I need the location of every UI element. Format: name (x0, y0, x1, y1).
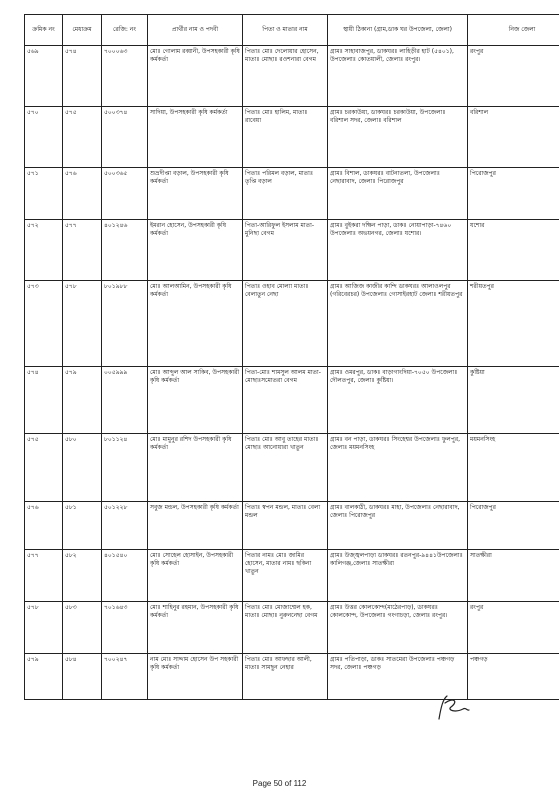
row-name: মোঃ আলআমিন, উপসহকারী কৃষি কর্মকর্তা (148, 281, 243, 367)
row-parents: পিতাঃ ওহাব মোল্যা মাতাঃ বেলাতুন নেছা (243, 281, 328, 367)
row-merit: ৫৮৩ (63, 602, 102, 654)
row-parents: পিতাঃ মোঃ আফছার আলী, মাতাঃ সামছুন নেহার (243, 654, 328, 700)
table-row (25, 281, 559, 367)
row-serial: ৫৭৪ (25, 367, 63, 434)
row-district: পিরোজপুর (468, 168, 559, 220)
table-row (25, 168, 559, 220)
row-merit: ৫৮৪ (63, 654, 102, 700)
table-row (25, 502, 559, 550)
row-merit: ৫৭৯ (63, 367, 102, 434)
row-reg: ৭০০২৪৭ (102, 654, 148, 700)
row-district: পঞ্চগড় (468, 654, 559, 700)
row-district: রংপুর (468, 602, 559, 654)
row-parents: পিতার নামঃ মোঃ জামির হোসেন, মাতার নামঃ ছকিনা খাতুন (243, 550, 328, 602)
row-reg: ৫০০৩৬৫ (102, 168, 148, 220)
header-serial: ক্রমিক নং (25, 15, 63, 46)
table-row (25, 107, 559, 168)
row-parents: পিতাঃ স্বপন মন্ডল, মাতাঃ বেলা মন্ডল (243, 502, 328, 550)
table-row (25, 654, 559, 700)
row-name: সাদিয়া, উপসহকারী কৃষি কর্মকর্তা (148, 107, 243, 168)
row-address: গ্রামঃ বালকাঠী, ডাকঘরঃ মাহা, উপজেলাঃ নেছারাবাদ, জেলাঃ পিরোজপুর (328, 502, 468, 550)
row-merit: ৫৭৭ (63, 220, 102, 281)
table-row (25, 434, 559, 502)
results-table (24, 14, 559, 700)
header-parents: পিতা ও মাতার নাম (243, 15, 328, 46)
row-name: মোঃ গোলাম রব্বানী, উপসহকারী কৃষি কর্মকর্তা (148, 46, 243, 107)
row-serial: ৫৬৯ (25, 46, 63, 107)
row-address: গ্রামঃ বিশাল, ডাকঘরঃ বাটনাতলা, উপজেলাঃ নেছারাবাদ, জেলাঃ পিরোজপুর (328, 168, 468, 220)
row-name: সবুজ মন্ডল, উপসহকারী কৃষি কর্মকর্তা (148, 502, 243, 550)
row-merit: ৫৭৪ (63, 46, 102, 107)
row-address: গ্রামঃ আজিজ কাজীর কান্দি ডাকঘরঃ আলাওলপুর (গরিবেরচর) উপজেলাঃ গোসাইরহাট জেলাঃ শরীয়তপুর (328, 281, 468, 367)
row-address: গ্রামঃ ওমরপুর, ডাকঃ বাড়াগাংদিয়া-৭০৫০ উপজেলাঃ দৌলতপুর, জেলাঃ কুষ্টিয়া। (328, 367, 468, 434)
row-name: মোঃ আব্দুল আল সাকিব, উপসহকারী কৃষি কর্মকর্তা (148, 367, 243, 434)
row-parents: পিতাঃ মোঃ হালিম, মাতাঃ রাবেয়া (243, 107, 328, 168)
row-reg: ৮০১৯৮৮ (102, 281, 148, 367)
row-parents: পিতা-মোঃ শামসুল আলম মাতা- মোছাঃসমোতরা বেগম (243, 367, 328, 434)
row-parents: পিতাঃ মোঃ আবু তাহের মাতাঃ মোছাঃ আনোয়ারা খাতুন (243, 434, 328, 502)
row-reg: ৫০১২২৮ (102, 502, 148, 550)
row-reg: ৭০০০৬৩ (102, 46, 148, 107)
row-address: গ্রামঃ চরকাউয়া, ডাকঘরঃ চরকাউয়া, উপজেলাঃ বরিশাল সদর, জেলাঃ বরিশাল (328, 107, 468, 168)
row-serial: ৫৭৯ (25, 654, 63, 700)
row-parents: পিতা-আরিফুল ইসলাম মাতা-মুনিছা বেগম (243, 220, 328, 281)
row-serial: ৫৭২ (25, 220, 63, 281)
row-district: যশোর (468, 220, 559, 281)
row-parents: পিতাঃ মোঃ দেলোয়ার হোসেন, মাতাঃ মোছাঃ রওশনারা বেগম (243, 46, 328, 107)
row-reg: ৮০১১২৪ (102, 434, 148, 502)
row-merit: ৫৭৮ (63, 281, 102, 367)
table-row (25, 220, 559, 281)
table-row (25, 46, 559, 107)
row-serial: ৫৭৮ (25, 602, 63, 654)
row-reg: ০০৫৯৯৯ (102, 367, 148, 434)
row-district: রংপুর (468, 46, 559, 107)
row-district: শরীয়তপুর (468, 281, 559, 367)
row-address: গ্রামঃ উজ্জ্বলপাড়া ডাকঘরঃ রতনপুর-৯৪৪১উপজেলাঃ কালিগঞ্জ,জেলাঃ সাতক্ষীরা (328, 550, 468, 602)
row-name: শুভ্রদীপ্তা বড়াল, উপসহকারী কৃষি কর্মকর্তা (148, 168, 243, 220)
row-serial: ৫৭১ (25, 168, 63, 220)
row-parents: পিতাঃ পরিমল বড়াল, মাতাঃ তৃপ্তি বড়াল (243, 168, 328, 220)
row-district: বরিশাল (468, 107, 559, 168)
row-name: মোঃ সোহেল হোসাইন, উপসহকারী কৃষি কর্মকর্তা (148, 550, 243, 602)
row-reg: ৭০১৬৪৩ (102, 602, 148, 654)
header-merit: মেধাক্রম (63, 15, 102, 46)
table-row (25, 550, 559, 602)
page-number: Page 50 of 112 (252, 779, 307, 788)
row-serial: ৫৭৫ (25, 434, 63, 502)
signature-mark (433, 693, 473, 723)
table-body (25, 46, 559, 700)
row-merit: ৫৮২ (63, 550, 102, 602)
row-reg: ৪০১২৪৬ (102, 220, 148, 281)
header-reg: রেজি: নং (102, 15, 148, 46)
header-name: প্রার্থীর নাম ও পদবী (148, 15, 243, 46)
row-address: গ্রামঃ বুইকরা দক্ষিন পাড়া, ডাকঃ নোয়াপাড়া-৭৪৬০ উপজেলাঃ অভয়নগর, জেলাঃ যশোর। (328, 220, 468, 281)
header-district: নিজ জেলা (468, 15, 559, 46)
header-address: স্থায়ী ঠিকানা (গ্রাম,ডাক ঘর উপজেলা, জেলা) (328, 15, 468, 46)
row-district: সাতক্ষীরা (468, 550, 559, 602)
row-name: মোঃ মামুনুর রশিদ উপসহকারী কৃষি কর্মকর্তা (148, 434, 243, 502)
row-serial: ৫৭৩ (25, 281, 63, 367)
row-serial: ৫৭০ (25, 107, 63, 168)
row-address: গ্রামঃ উত্তর কোলকোন্দ(মাঠেরপাড়), ডাকঘরঃ কোলকোন্দ, উপজেলাঃ গংগাচড়া, জেলাঃ রংপুর। (328, 602, 468, 654)
row-address: গ্রামঃ সাহাবাজপুর, ডাকঘরঃ লাহিড়ীর হাট (৫৪০১), উপজেলাঃ কোতয়ালী, জেলাঃ রংপুর। (328, 46, 468, 107)
row-name: মোঃ শাহিনুর রহমান, উপসহকারী কৃষি কর্মকর্তা (148, 602, 243, 654)
table-header-row (25, 15, 559, 46)
row-merit: ৫৭৫ (63, 107, 102, 168)
row-address: গ্রামঃ পতিপাড়া, ডাকঃ সাতমেরা উপজেলাঃ পঞ্চগড় সদর, জেলাঃ পঞ্চগড় (328, 654, 468, 700)
row-merit: ৫৮১ (63, 502, 102, 550)
row-serial: ৫৭৭ (25, 550, 63, 602)
row-serial: ৫৭৬ (25, 502, 63, 550)
row-reg: ৫০০৩৭৪ (102, 107, 148, 168)
row-name: নাম মোঃ সাদ্দাম হোসেন উপ সহকারী কৃষি কর্মকর্তা (148, 654, 243, 700)
table-row (25, 367, 559, 434)
row-district: কুষ্টিয়া (468, 367, 559, 434)
row-merit: ৫৮০ (63, 434, 102, 502)
row-merit: ৫৭৬ (63, 168, 102, 220)
table-row (25, 602, 559, 654)
row-name: ইমরান হোসেন, উপসহকারী কৃষি কর্মকর্তা (148, 220, 243, 281)
row-parents: পিতাঃ মোঃ মোজাম্মেল হক, মাতাঃ মোছাঃ নুরুননেছা বেগম (243, 602, 328, 654)
row-district: ময়মনসিংহ (468, 434, 559, 502)
row-reg: ৪০১৫৪০ (102, 550, 148, 602)
row-district: পিরোজপুর (468, 502, 559, 550)
row-address: গ্রামঃ বন পাড়া, ডাকঘরঃ সিংহেশ্বর উপজেলাঃ ফুলপুর, জেলাঃ ময়মনসিংহ (328, 434, 468, 502)
